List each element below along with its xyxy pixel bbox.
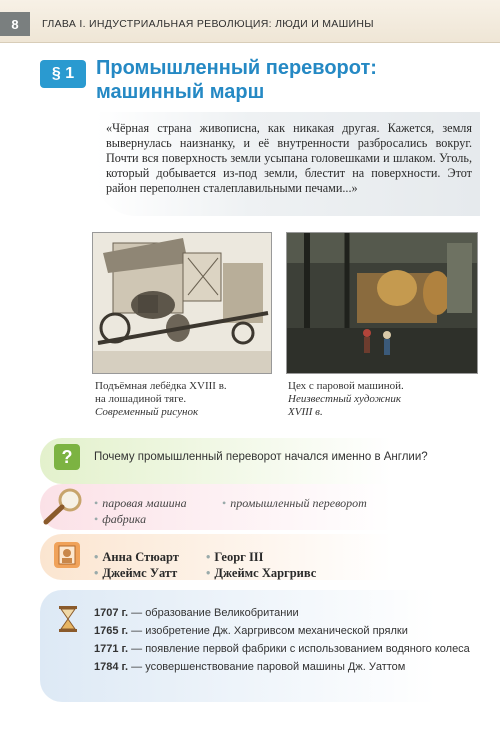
workshop-caption-italic1: Неизвестный художник xyxy=(288,393,401,405)
date-year: 1771 г. xyxy=(94,643,129,655)
date-event: — появление первой фабрики с использованием водяного колеса xyxy=(128,643,470,655)
section-badge: § 1 xyxy=(40,60,86,88)
hourglass-icon xyxy=(58,606,78,632)
person-item: • Георг III xyxy=(206,550,264,564)
person-item: • Анна Стюарт xyxy=(94,550,179,564)
date-year: 1765 г. xyxy=(94,625,129,637)
workshop-caption xyxy=(288,380,478,419)
date-event: — усовершенствование паровой машины Дж. Уаттом xyxy=(128,661,406,673)
keyword-item: • паровая машина xyxy=(94,496,187,510)
person-name: Георг III xyxy=(214,550,264,564)
epigraph-text: «Чёрная страна живописна, как никакая другая. Кажется, земля вывернулась наизнанку, и её внутренности разбросались вокруг. Почти вся поверхность земли усыпана головешками и шлаком. Уголь, который добывается из-под земли, блестит на поверхности. Этот район переполнен сталеплавильными печами...» xyxy=(106,121,472,195)
person-portrait-icon xyxy=(54,542,80,568)
page-header xyxy=(0,0,500,43)
person-name: Джеймс Харгривс xyxy=(214,566,317,580)
workshop-caption-italic2: XVIII в. xyxy=(288,406,323,418)
person-name: Джеймс Уатт xyxy=(102,566,178,580)
section-title-line1: Промышленный переворот: xyxy=(96,57,377,79)
date-event: — изобретение Дж. Харгривсом механической прялки xyxy=(128,625,408,637)
date-item xyxy=(94,642,474,656)
keyword-item: • фабрика xyxy=(94,512,147,526)
keyword-label: промышленный переворот xyxy=(230,496,367,510)
date-item xyxy=(94,624,474,638)
section-title xyxy=(96,56,476,104)
question-mark-icon: ? xyxy=(54,444,80,470)
person-name: Анна Стюарт xyxy=(102,550,179,564)
page-number: 8 xyxy=(0,12,30,36)
winch-caption-italic: Современный рисунок xyxy=(95,406,199,418)
running-head: ГЛАВА I. ИНДУСТРИАЛЬНАЯ РЕВОЛЮЦИЯ: ЛЮДИ И МАШИНЫ xyxy=(42,18,374,30)
dates-list xyxy=(94,606,474,678)
keyword-item: • промышленный переворот xyxy=(222,496,367,510)
date-item xyxy=(94,606,474,620)
keyword-label: паровая машина xyxy=(102,496,187,510)
keyword-label: фабрика xyxy=(102,512,147,526)
workshop-caption-line1: Цех с паровой машиной. xyxy=(288,380,404,392)
magnifier-icon xyxy=(40,486,86,526)
winch-caption xyxy=(95,380,270,419)
person-item: • Джеймс Уатт xyxy=(94,566,178,580)
date-item xyxy=(94,660,474,674)
person-item: • Джеймс Харгривс xyxy=(206,566,317,580)
date-year: 1707 г. xyxy=(94,607,129,619)
steam-workshop-painting xyxy=(286,232,478,374)
date-year: 1784 г. xyxy=(94,661,129,673)
section-title-line2: машинный марш xyxy=(96,81,265,103)
winch-illustration xyxy=(92,232,272,374)
winch-caption-line2: на лошадиной тяге. xyxy=(95,393,187,405)
winch-caption-line1: Подъёмная лебёдка XVIII в. xyxy=(95,380,227,392)
date-event: — образование Великобритании xyxy=(128,607,299,619)
question-text: Почему промышленный переворот начался именно в Англии? xyxy=(94,451,428,463)
